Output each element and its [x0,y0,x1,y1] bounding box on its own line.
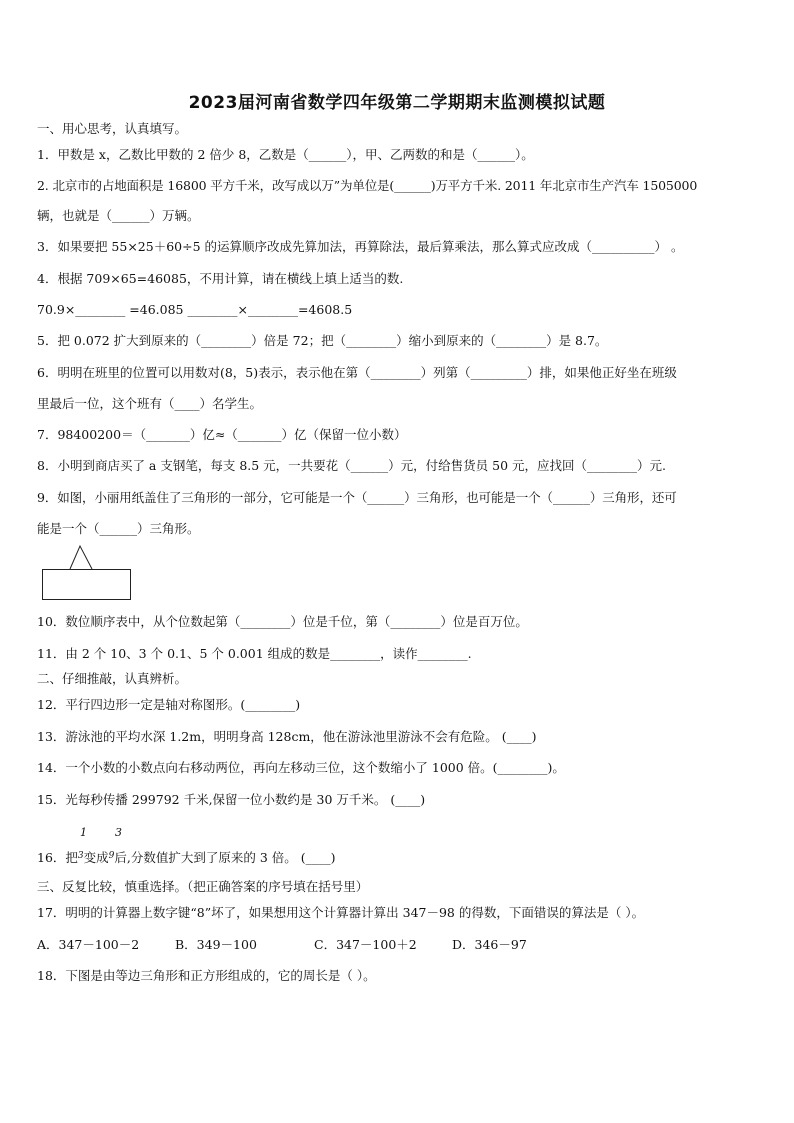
question-5: 5．把 0.072 扩大到原来的（________）倍是 72；把（________）缩小到原来的（________）是 8.7。 [37,333,608,348]
question-15: 15．光每秒传播 299792 千米,保留一位小数约是 30 万千米。 (____) [37,792,426,807]
question-4-line-2: 70.9×________ =46.085 ________×________=4608.5 [37,302,353,317]
question-13: 13．游泳池的平均水深 1.2m，明明身高 128cm，他在游泳池里游泳不会有危险。 (____) [37,729,537,744]
section-2-heading: 二、仔细推敲，认真辨析。 [37,671,188,686]
question-18: 18．下图是由等边三角形和正方形组成的，它的周长是（ ）。 [37,968,376,983]
question-1: 1．甲数是 x，乙数比甲数的 2 倍少 8，乙数是（______），甲、乙两数的和是（______）。 [37,147,534,162]
question-2-line-2: 辆，也就是（______）万辆。 [37,208,200,223]
question-11: 11．由 2 个 10、3 个 0.1、5 个 0.001 组成的数是________，读作________. [37,646,472,661]
question-4-line-1: 4．根据 709×65=46085，不用计算，请在横线上填上适当的数. [37,271,404,286]
question-17-option-c: C．347－100＋2 [314,937,417,952]
fraction-1-denominator: 3 [77,851,84,861]
question-7: 7．98400200＝（_______）亿≈（_______）亿（保留一位小数） [37,427,407,442]
question-12: 12．平行四边形一定是轴对称图形。(________) [37,697,301,712]
question-6-line-1: 6．明明在班里的位置可以用数对(8，5)表示，表示他在第（________）列第（_________）排，如果他正好坐在班级 [37,365,677,380]
question-9-line-1: 9．如图，小丽用纸盖住了三角形的一部分，它可能是一个（______）三角形，也可能是一个（______）三角形，还可 [37,490,677,505]
question-17-option-b: B．349－100 [175,937,257,952]
question-16 [37,850,336,868]
question-8: 8．小明到商店买了 a 支钢笔，每支 8.5 元，一共要花（______）元，付给售货员 50 元，应找回（________）元. [37,458,667,473]
question-3: 3．如果要把 55×25＋60÷5 的运算顺序改成先算加法，再算除法，最后算乘法，那么算式应改成（__________） 。 [37,239,684,254]
fraction-1-numerator: 1 [80,826,87,839]
question-10: 10．数位顺序表中，从个位数起第（________）位是千位，第（________）位是百万位。 [37,614,528,629]
section-3-heading: 三、反复比较，慎重选择。（把正确答案的序号填在括号里） [37,879,369,894]
question-14: 14．一个小数的小数点向右移动两位，再向左移动三位，这个数缩小了 1000 倍。(________)。 [37,760,565,775]
question-9-line-2: 能是一个（______）三角形。 [37,521,200,536]
question-16-suffix: 后,分数值扩大到了原来的 3 倍。 (____) [114,850,336,865]
fraction-2-denominator: 9 [108,851,115,861]
question-17-option-a: A．347－100－2 [37,937,140,952]
covered-triangle-figure [40,543,134,603]
fraction-2-numerator: 3 [115,826,122,839]
question-16-prefix: 16．把 [37,850,78,865]
section-1-heading: 一、用心思考，认真填写。 [37,121,188,136]
question-2-line-1: 2. 北京市的占地面积是 16800 平方千米，改写成以万”为单位是(______)万平方千米. 2011 年北京市生产汽车 1505000 [37,178,698,193]
question-17-option-d: D．346－97 [452,937,527,952]
page-title: 2023届河南省数学四年级第二学期期末监测模拟试题 [188,93,606,113]
question-6-line-2: 里最后一位，这个班有（____）名学生。 [37,396,263,411]
question-16-middle: 变成 [83,850,109,865]
question-17: 17．明明的计算器上数字键“8”坏了，如果想用这个计算器计算出 347－98 的得数，下面错误的算法是（ ）。 [37,905,645,920]
